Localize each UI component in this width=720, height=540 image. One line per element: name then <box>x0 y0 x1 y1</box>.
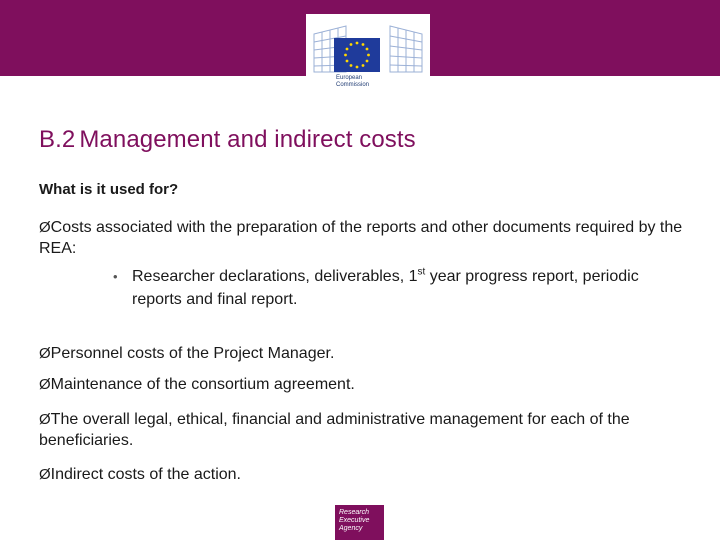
rea-logo <box>335 505 384 540</box>
list-item-text: Personnel costs of the Project Manager. <box>50 345 335 362</box>
arrow-bullet-icon: Ø <box>39 376 51 393</box>
list-item-text: Costs associated with the preparation of the reports and other documents required by the REA: <box>39 219 683 257</box>
european-commission-logo <box>306 14 430 100</box>
slide-title <box>39 126 416 154</box>
slide-title-number: B.2 <box>39 126 76 153</box>
rea-logo-line2: Executive <box>339 517 370 524</box>
bullet-icon: • <box>113 269 118 284</box>
list-item-text: Maintenance of the consortium agreement. <box>50 376 355 393</box>
arrow-bullet-icon: Ø <box>39 411 51 428</box>
slide-subtitle: What is it used for? <box>39 181 179 198</box>
list-item <box>39 343 689 364</box>
sub-item-text-b: year progress report, periodic reports and final report. <box>132 268 639 308</box>
rea-logo-line3: Agency <box>339 525 363 532</box>
rea-logo-line1: Research <box>339 509 369 516</box>
sub-list-item <box>132 265 672 311</box>
list-item <box>39 464 689 485</box>
list-item <box>39 374 689 395</box>
sub-item-superscript: st <box>417 266 426 278</box>
list-item <box>39 217 689 259</box>
arrow-bullet-icon: Ø <box>39 219 51 236</box>
slide-title-text: Management and indirect costs <box>79 126 416 153</box>
ec-logo-line2: Commission <box>336 82 370 88</box>
arrow-bullet-icon: Ø <box>39 466 51 483</box>
list-item-text: The overall legal, ethical, financial and administrative management for each of the beneficiaries. <box>39 411 630 449</box>
list-item-text: Indirect costs of the action. <box>50 466 241 483</box>
ec-logo-line1: European <box>336 75 363 81</box>
sub-item-text-a: Researcher declarations, deliverables, 1 <box>132 268 418 285</box>
arrow-bullet-icon: Ø <box>39 345 51 362</box>
list-item <box>39 409 689 451</box>
